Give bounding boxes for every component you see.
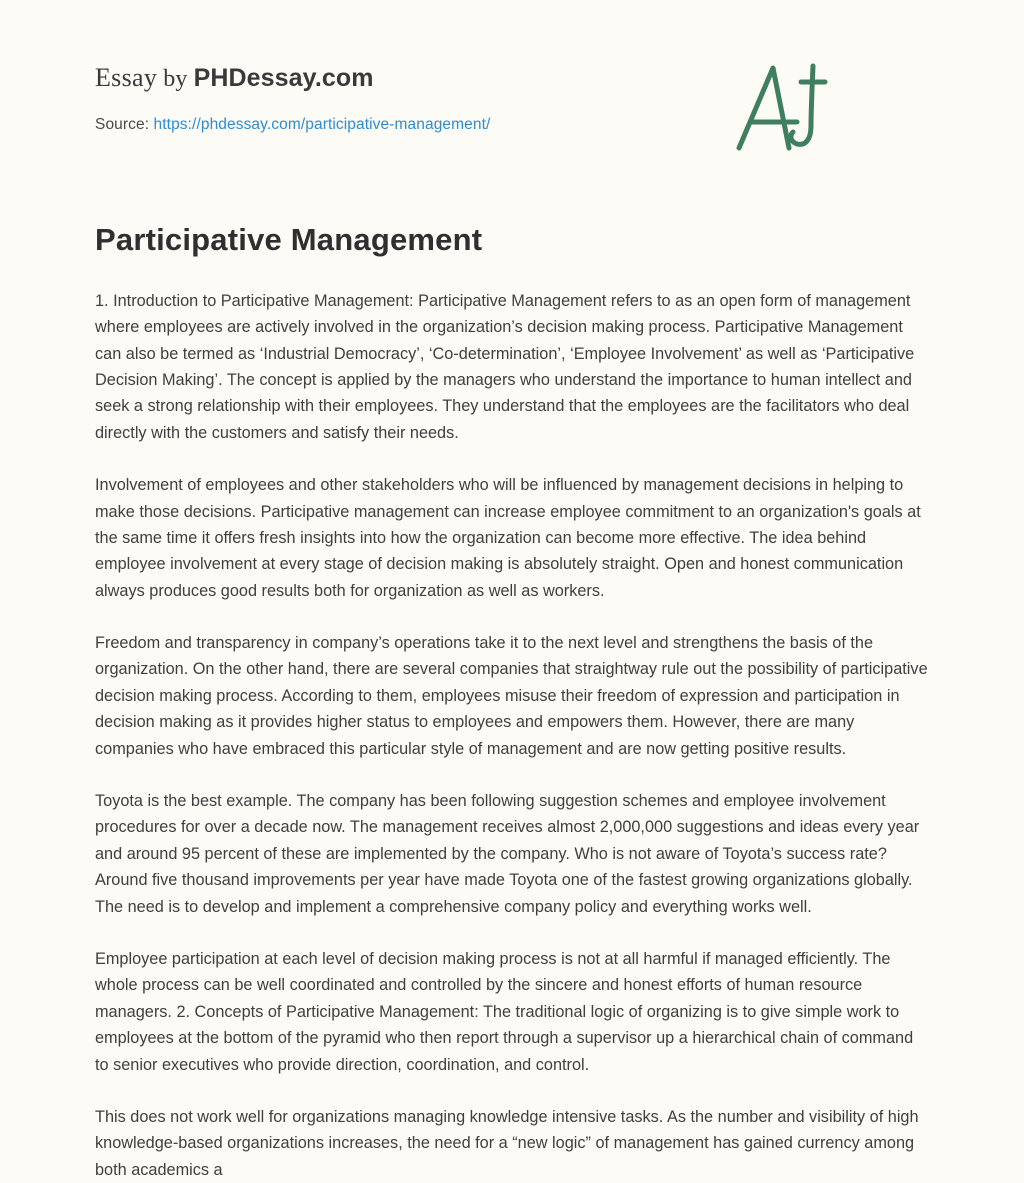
paragraph: Toyota is the best example. The company has been following suggestion schemes and employee involvement procedures for over a decade now. The management receives almost 2,000,000 suggestions and ideas every year and around 95 percent of these are implemented by the company. Who is not aware of Toyota’s success rate? Around five thousand improvements per year have made Toyota one of the fastest growing organizations globally. The need is to develop and implement a comprehensive company policy and everything works well. [95,792,920,916]
brand-site-label: PHDessay.com [193,64,374,92]
source-label: Source: [95,115,154,133]
paragraph: Involvement of employees and other stakeholders who will be influenced by management decisions in helping to make those decisions. Participative management can increase employee commitment to an organization's goals at the same time it offers fresh insights into how the organization can become more effective. The idea behind employee involvement at every stage of decision making is absolutely straight. Open and honest communication always produces good results both for organization as well as workers. [95,476,921,600]
brand-by-label: by [157,66,194,92]
source-url-link[interactable]: https://phdessay.com/participative-management/ [153,115,491,133]
document-header [95,0,929,134]
phdessay-logo-icon [727,52,837,162]
page-title: Participative Management [95,221,483,257]
paragraph: Employee participation at each level of decision making process is not at all harmful if managed efficiently. The whole process can be well coordinated and controlled by the sincere and honest efforts of human resource managers. 2. Concepts of Participative Management: The traditional logic of organizing is to give simple work to employees at the bottom of the pyramid who then report through a supervisor up a hierarchical chain of command to senior executives who provide direction, coordination, and control. [95,950,914,1074]
paragraph: This does not work well for organizations managing knowledge intensive tasks. As the number and visibility of high knowledge-based organizations increases, the need for a “new logic” of management has gained currency among both academics a [95,1107,919,1179]
document-body [95,288,929,1183]
paragraph: Freedom and transparency in company’s operations take it to the next level and strengthens the basis of the organization. On the other hand, there are several companies that straightway rule out the possibility of participative decision making process. According to them, employees misuse their freedom of expression and participation in decision making as it provides higher status to employees and empowers them. However, there are many companies who have embraced this particular style of management and are now getting positive results. [95,634,928,758]
paragraph: 1. Introduction to Participative Management: Participative Management refers to as an open form of management where employees are actively involved in the organization’s decision making process. Participative Management can also be termed as ‘Industrial Democracy’, ‘Co-determination’, ‘Employee Involvement’ as well as ‘Participative Decision Making’. The concept is applied by the managers who understand the importance to human intellect and seek a strong relationship with their employees. They understand that the employees are the facilitators who deal directly with the customers and satisfy their needs. [95,291,915,442]
brand-essay-label: Essay [95,63,158,92]
